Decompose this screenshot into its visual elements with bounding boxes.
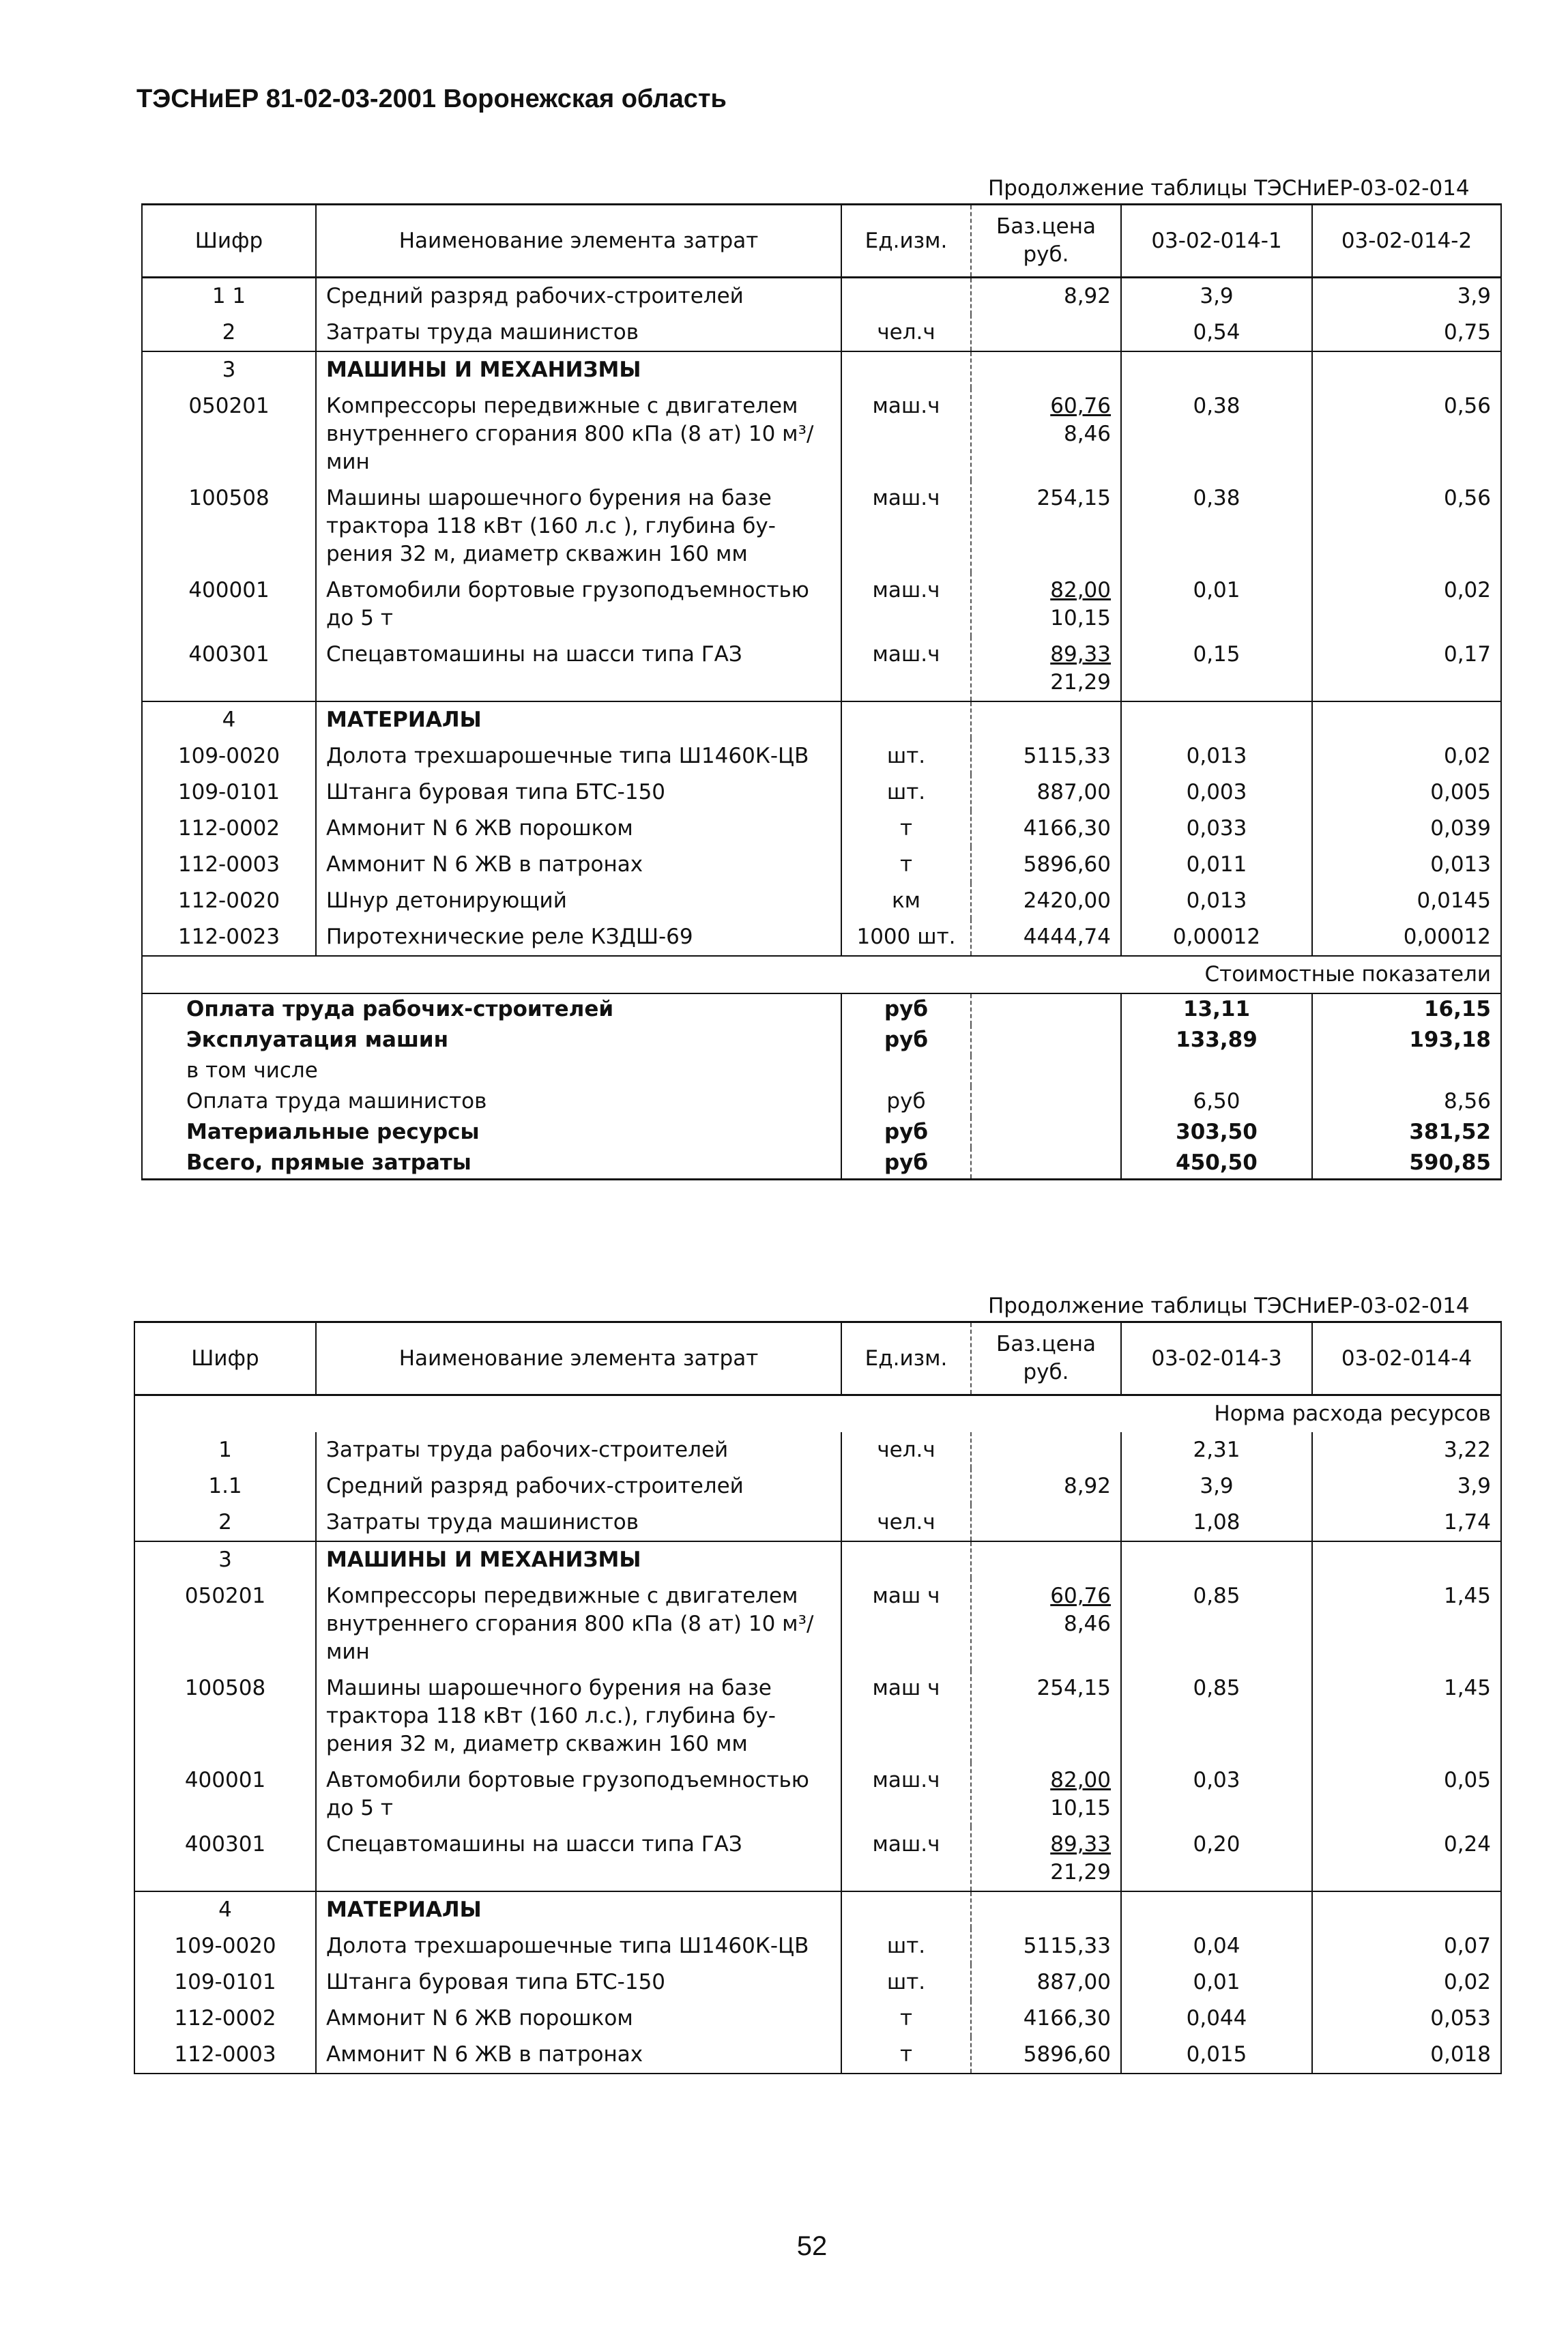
row-value-2: 1,45 [1312, 1578, 1501, 1670]
row-value-1: 0,01 [1121, 572, 1312, 637]
row-code: 112-0002 [142, 811, 316, 847]
row-price-main: 5896,60 [1023, 2042, 1111, 2067]
row-value-2: 1,45 [1312, 1670, 1501, 1762]
row-price [971, 701, 1121, 738]
row-value-1: 0,01 [1121, 1964, 1312, 2001]
row-value-1: 0,03 [1121, 1762, 1312, 1827]
cost-price-empty [971, 993, 1121, 1025]
row-value-2 [1312, 351, 1501, 388]
row-price [971, 774, 1121, 811]
row-value-2: 0,02 [1312, 572, 1501, 637]
row-value-1: 0,00012 [1121, 919, 1312, 956]
table-row [142, 388, 1501, 480]
cost-price-empty [971, 1056, 1121, 1086]
row-price-secondary: 21,29 [1050, 670, 1111, 695]
cost-value-2: 16,15 [1312, 993, 1501, 1025]
row-unit: маш ч [841, 1670, 971, 1762]
row-code: 050201 [142, 388, 316, 480]
row-value-1 [1121, 1541, 1312, 1578]
row-value-2 [1312, 1541, 1501, 1578]
row-unit: чел.ч [841, 1432, 971, 1468]
row-unit [841, 701, 971, 738]
cost-price-empty [971, 1086, 1121, 1117]
row-value-2: 0,07 [1312, 1928, 1501, 1964]
section-row [142, 351, 1501, 388]
header-col1: 03-02-014-3 [1121, 1322, 1312, 1395]
row-unit [841, 1541, 971, 1578]
row-name: Шнур детонирующий [316, 883, 841, 919]
row-price-main: 4444,74 [1023, 925, 1111, 949]
table-row [142, 278, 1501, 315]
row-value-1: 0,54 [1121, 315, 1312, 351]
cost-label: Материальные ресурсы [142, 1117, 841, 1148]
row-price-main: 4166,30 [1023, 2006, 1111, 2031]
row-price-main: 887,00 [1036, 1970, 1111, 1994]
section-row [134, 1891, 1501, 1928]
row-name: Автомобили бортовые грузоподъемностью до 5 т [316, 1762, 841, 1827]
row-code: 112-0003 [134, 2037, 316, 2074]
row-price-main: 887,00 [1036, 780, 1111, 804]
cost-heading: Стоимостные показатели [1121, 956, 1501, 993]
row-unit: маш.ч [841, 1827, 971, 1891]
row-unit: т [841, 847, 971, 883]
row-name: Автомобили бортовые грузоподъемностью до 5 т [316, 572, 841, 637]
section-row [142, 701, 1501, 738]
row-code: 100508 [134, 1670, 316, 1762]
cost-row [142, 1148, 1501, 1180]
row-price-main: 8,92 [1063, 284, 1111, 308]
row-code: 3 [142, 351, 316, 388]
page-number: 52 [796, 2231, 828, 2261]
norm-heading-row [134, 1395, 1501, 1433]
row-value-2 [1312, 1891, 1501, 1928]
row-code: 050201 [134, 1578, 316, 1670]
table-row [134, 1827, 1501, 1891]
table-row [142, 738, 1501, 774]
row-value-2: 0,02 [1312, 738, 1501, 774]
table-row [142, 919, 1501, 956]
row-name: Средний разряд рабочих-строителей [316, 278, 841, 315]
row-unit: шт. [841, 1928, 971, 1964]
row-code: 112-0020 [142, 883, 316, 919]
cost-row [142, 993, 1501, 1025]
row-price [971, 1504, 1121, 1541]
row-value-2: 0,0145 [1312, 883, 1501, 919]
header-col2: 03-02-014-2 [1312, 205, 1501, 278]
row-value-2: 0,75 [1312, 315, 1501, 351]
row-name: Машины шарошечного бурения на базе трактора 118 кВт (160 л.с.), глубина бу-рения 32 м, диаметр скважин 160 мм [316, 1670, 841, 1762]
row-code: 100508 [142, 480, 316, 572]
cost-value-1: 303,50 [1121, 1117, 1312, 1148]
row-name: МАТЕРИАЛЫ [316, 701, 841, 738]
row-value-2: 0,17 [1312, 637, 1501, 701]
row-code: 1.1 [134, 1468, 316, 1504]
table-row [142, 572, 1501, 637]
cost-label: Оплата труда машинистов [142, 1086, 841, 1117]
row-value-1: 0,003 [1121, 774, 1312, 811]
cost-unit [841, 1056, 971, 1086]
row-value-1: 0,015 [1121, 2037, 1312, 2074]
cost-unit: руб [841, 1148, 971, 1180]
row-value-2: 0,013 [1312, 847, 1501, 883]
row-price-secondary: 21,29 [1050, 1860, 1111, 1885]
row-name: МАТЕРИАЛЫ [316, 1891, 841, 1928]
row-price [971, 1891, 1121, 1928]
cost-value-1 [1121, 1056, 1312, 1086]
cost-value-2 [1312, 1056, 1501, 1086]
row-value-1: 0,20 [1121, 1827, 1312, 1891]
row-name: Затраты труда рабочих-строителей [316, 1432, 841, 1468]
cost-row [142, 1056, 1501, 1086]
row-code: 400001 [134, 1762, 316, 1827]
row-unit: маш.ч [841, 480, 971, 572]
row-value-1: 0,38 [1121, 388, 1312, 480]
row-name: Аммонит N 6 ЖВ порошком [316, 2001, 841, 2037]
row-price [971, 1964, 1121, 2001]
row-price [971, 811, 1121, 847]
section-row [134, 1541, 1501, 1578]
header-name: Наименование элемента затрат [316, 205, 841, 278]
row-value-1: 0,013 [1121, 738, 1312, 774]
cost-row [142, 1025, 1501, 1056]
row-price [971, 2001, 1121, 2037]
row-unit [841, 1468, 971, 1504]
row-value-1: 0,04 [1121, 1928, 1312, 1964]
row-price [971, 572, 1121, 637]
row-value-2: 0,018 [1312, 2037, 1501, 2074]
row-name: Пиротехнические реле КЗДШ-69 [316, 919, 841, 956]
row-value-1 [1121, 351, 1312, 388]
row-value-2: 0,24 [1312, 1827, 1501, 1891]
row-value-1: 0,011 [1121, 847, 1312, 883]
cost-value-2: 590,85 [1312, 1148, 1501, 1180]
row-value-1: 0,85 [1121, 1578, 1312, 1670]
cost-label: Всего, прямые затраты [142, 1148, 841, 1180]
row-unit: маш.ч [841, 388, 971, 480]
cost-value-1: 6,50 [1121, 1086, 1312, 1117]
row-code: 1 [134, 1432, 316, 1468]
row-name: Средний разряд рабочих-строителей [316, 1468, 841, 1504]
cost-label: Оплата труда рабочих-строителей [142, 993, 841, 1025]
row-code: 400301 [142, 637, 316, 701]
row-price-main: 82,00 [1050, 1768, 1111, 1792]
row-value-1: 3,9 [1121, 278, 1312, 315]
table-row [142, 774, 1501, 811]
cost-value-2: 8,56 [1312, 1086, 1501, 1117]
row-code: 109-0020 [142, 738, 316, 774]
row-value-1: 0,38 [1121, 480, 1312, 572]
row-name: Затраты труда машинистов [316, 315, 841, 351]
row-price [971, 637, 1121, 701]
row-name: Штанга буровая типа БТС-150 [316, 774, 841, 811]
row-unit: маш.ч [841, 1762, 971, 1827]
row-price [971, 388, 1121, 480]
row-value-1: 3,9 [1121, 1468, 1312, 1504]
row-name: Компрессоры передвижные с двигателем внутреннего сгорания 800 кПа (8 ат) 10 м³/мин [316, 388, 841, 480]
row-name: Аммонит N 6 ЖВ в патронах [316, 847, 841, 883]
row-unit: маш.ч [841, 572, 971, 637]
row-unit: т [841, 2001, 971, 2037]
row-price [971, 738, 1121, 774]
cost-unit: руб [841, 1117, 971, 1148]
row-price [971, 1578, 1121, 1670]
row-unit: т [841, 2037, 971, 2074]
table-row [134, 1432, 1501, 1468]
header-code: Шифр [142, 205, 316, 278]
table-row [134, 2037, 1501, 2074]
row-name: Спецавтомашины на шасси типа ГАЗ [316, 637, 841, 701]
row-code: 400301 [134, 1827, 316, 1891]
row-price-main: 82,00 [1050, 578, 1111, 602]
row-name: Долота трехшарошечные типа Ш1460К-ЦВ [316, 1928, 841, 1964]
row-price-main: 5115,33 [1023, 1934, 1111, 1958]
row-value-2: 0,005 [1312, 774, 1501, 811]
row-name: Долота трехшарошечные типа Ш1460К-ЦВ [316, 738, 841, 774]
header-price: Баз.цена руб. [971, 205, 1121, 278]
row-name: МАШИНЫ И МЕХАНИЗМЫ [316, 1541, 841, 1578]
row-code: 4 [134, 1891, 316, 1928]
table-row [142, 811, 1501, 847]
header-unit: Ед.изм. [841, 205, 971, 278]
cost-heading-spacer [142, 956, 1121, 993]
row-value-1: 1,08 [1121, 1504, 1312, 1541]
row-value-2: 3,9 [1312, 1468, 1501, 1504]
row-value-2: 0,56 [1312, 480, 1501, 572]
table2-continuation-label: Продолжение таблицы ТЭСНиЕР-03-02-014 [988, 1294, 1470, 1318]
row-price-main: 2420,00 [1023, 888, 1111, 913]
row-price-main: 60,76 [1050, 394, 1111, 418]
header-unit: Ед.изм. [841, 1322, 971, 1395]
row-unit: шт. [841, 774, 971, 811]
cost-unit: руб [841, 1025, 971, 1056]
row-unit [841, 351, 971, 388]
row-price [971, 847, 1121, 883]
table-row [142, 847, 1501, 883]
row-price-secondary: 10,15 [1050, 606, 1111, 630]
table-row [134, 1762, 1501, 1827]
row-value-2: 3,9 [1312, 278, 1501, 315]
table-row [142, 315, 1501, 351]
header-price: Баз.цена руб. [971, 1322, 1121, 1395]
header-col1: 03-02-014-1 [1121, 205, 1312, 278]
row-value-2: 0,053 [1312, 2001, 1501, 2037]
table-row [134, 1964, 1501, 2001]
row-price-main: 8,92 [1063, 1474, 1111, 1498]
document-header: ТЭСНиЕР 81-02-03-2001 Воронежская область [136, 85, 727, 113]
row-unit [841, 278, 971, 315]
row-unit: маш ч [841, 1578, 971, 1670]
table-row [142, 637, 1501, 701]
row-unit [841, 1891, 971, 1928]
table-row [134, 1578, 1501, 1670]
table-row [134, 1928, 1501, 1964]
table-row [134, 1468, 1501, 1504]
row-value-2: 3,22 [1312, 1432, 1501, 1468]
table-row [142, 480, 1501, 572]
cost-value-1: 133,89 [1121, 1025, 1312, 1056]
row-value-1: 0,85 [1121, 1670, 1312, 1762]
row-value-2: 0,00012 [1312, 919, 1501, 956]
row-price-secondary: 10,15 [1050, 1796, 1111, 1820]
cost-unit: руб [841, 1086, 971, 1117]
row-value-2: 0,039 [1312, 811, 1501, 847]
row-price [971, 1762, 1121, 1827]
row-price-main: 5115,33 [1023, 744, 1111, 768]
row-value-1 [1121, 1891, 1312, 1928]
row-price-main: 254,15 [1036, 1676, 1111, 1700]
row-code: 4 [142, 701, 316, 738]
cost-price-empty [971, 1148, 1121, 1180]
row-value-2: 1,74 [1312, 1504, 1501, 1541]
row-code: 112-0003 [142, 847, 316, 883]
row-code: 3 [134, 1541, 316, 1578]
row-unit: чел.ч [841, 1504, 971, 1541]
table-row [134, 2001, 1501, 2037]
cost-price-empty [971, 1025, 1121, 1056]
row-value-1: 0,044 [1121, 2001, 1312, 2037]
cost-price-empty [971, 1117, 1121, 1148]
row-price-secondary: 8,46 [1063, 1612, 1111, 1636]
cost-value-2: 381,52 [1312, 1117, 1501, 1148]
row-price-main: 4166,30 [1023, 816, 1111, 841]
row-unit: маш.ч [841, 637, 971, 701]
cost-label: Эксплуатация машин [142, 1025, 841, 1056]
row-price [971, 1928, 1121, 1964]
row-price [971, 1432, 1121, 1468]
table-row [134, 1504, 1501, 1541]
row-value-2 [1312, 701, 1501, 738]
row-price [971, 883, 1121, 919]
row-name: Штанга буровая типа БТС-150 [316, 1964, 841, 2001]
row-unit: 1000 шт. [841, 919, 971, 956]
cost-heading-row [142, 956, 1501, 993]
row-code: 109-0101 [142, 774, 316, 811]
table-row [142, 883, 1501, 919]
row-name: Спецавтомашины на шасси типа ГАЗ [316, 1827, 841, 1891]
row-value-1: 2,31 [1121, 1432, 1312, 1468]
row-name: МАШИНЫ И МЕХАНИЗМЫ [316, 351, 841, 388]
row-code: 2 [142, 315, 316, 351]
resource-table-2 [134, 1321, 1502, 2074]
row-unit: шт. [841, 738, 971, 774]
cost-value-1: 13,11 [1121, 993, 1312, 1025]
row-code: 1 1 [142, 278, 316, 315]
row-price-main: 5896,60 [1023, 852, 1111, 877]
row-name: Аммонит N 6 ЖВ порошком [316, 811, 841, 847]
row-value-2: 0,05 [1312, 1762, 1501, 1827]
row-price-main: 89,33 [1050, 1832, 1111, 1857]
cost-value-1: 450,50 [1121, 1148, 1312, 1180]
row-name: Машины шарошечного бурения на базе трактора 118 кВт (160 л.с ), глубина бу-рения 32 м, диаметр скважин 160 мм [316, 480, 841, 572]
cost-unit: руб [841, 993, 971, 1025]
row-value-2: 0,56 [1312, 388, 1501, 480]
row-unit: км [841, 883, 971, 919]
row-price [971, 1670, 1121, 1762]
row-price-main: 89,33 [1050, 642, 1111, 667]
cost-label: в том числе [142, 1056, 841, 1086]
row-value-1: 0,033 [1121, 811, 1312, 847]
row-code: 2 [134, 1504, 316, 1541]
row-price [971, 2037, 1121, 2074]
row-price-main: 254,15 [1036, 486, 1111, 510]
row-price [971, 1827, 1121, 1891]
row-price [971, 480, 1121, 572]
row-code: 112-0002 [134, 2001, 316, 2037]
norm-heading: Норма расхода ресурсов [1121, 1395, 1501, 1433]
row-name: Компрессоры передвижные с двигателем внутреннего сгорания 800 кПа (8 ат) 10 м³/мин [316, 1578, 841, 1670]
header-code: Шифр [134, 1322, 316, 1395]
table-header-row [142, 205, 1501, 278]
row-price [971, 919, 1121, 956]
header-name: Наименование элемента затрат [316, 1322, 841, 1395]
resource-table-1 [141, 203, 1502, 1180]
row-price [971, 315, 1121, 351]
table1-continuation-label: Продолжение таблицы ТЭСНиЕР-03-02-014 [988, 176, 1470, 201]
row-code: 109-0101 [134, 1964, 316, 2001]
table-row [134, 1670, 1501, 1762]
row-code: 400001 [142, 572, 316, 637]
row-price [971, 278, 1121, 315]
row-value-1 [1121, 701, 1312, 738]
row-price [971, 1541, 1121, 1578]
row-price [971, 1468, 1121, 1504]
row-code: 112-0023 [142, 919, 316, 956]
row-unit: шт. [841, 1964, 971, 2001]
row-unit: чел.ч [841, 315, 971, 351]
row-name: Аммонит N 6 ЖВ в патронах [316, 2037, 841, 2074]
row-value-1: 0,013 [1121, 883, 1312, 919]
header-col2: 03-02-014-4 [1312, 1322, 1501, 1395]
row-price [971, 351, 1121, 388]
cost-row [142, 1086, 1501, 1117]
row-unit: т [841, 811, 971, 847]
row-value-1: 0,15 [1121, 637, 1312, 701]
table-header-row [134, 1322, 1501, 1395]
norm-heading-spacer [134, 1395, 1121, 1433]
row-price-secondary: 8,46 [1063, 422, 1111, 446]
cost-row [142, 1117, 1501, 1148]
cost-value-2: 193,18 [1312, 1025, 1501, 1056]
row-value-2: 0,02 [1312, 1964, 1501, 2001]
row-name: Затраты труда машинистов [316, 1504, 841, 1541]
row-price-main: 60,76 [1050, 1584, 1111, 1608]
row-code: 109-0020 [134, 1928, 316, 1964]
